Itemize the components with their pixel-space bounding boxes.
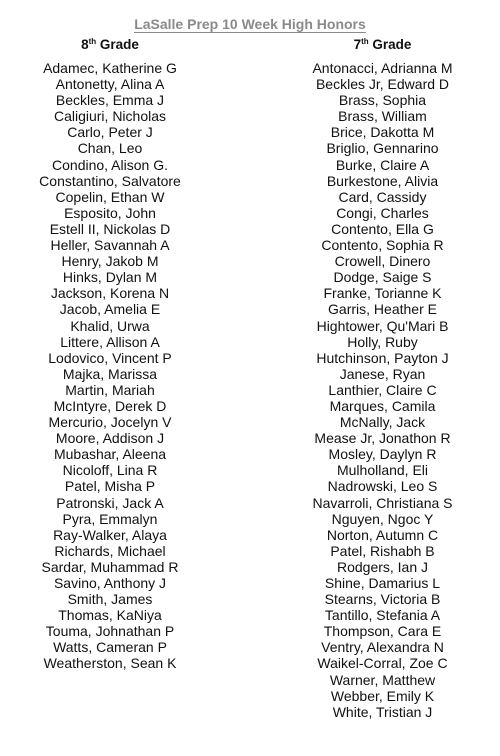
student-name: Mubashar, Aleena [53, 446, 167, 463]
student-name: Franke, Torianne K [323, 285, 442, 302]
student-name: Norton, Autumn C [326, 526, 439, 543]
student-name: Webber, Emily K [330, 687, 435, 704]
student-name: Brass, William [338, 108, 427, 125]
student-name: Mosley, Daylyn R [328, 446, 437, 463]
student-name: Thomas, KaNiya [58, 607, 162, 624]
student-name: Crowell, Dinero [334, 253, 431, 270]
student-name: Congi, Charles [336, 204, 429, 221]
student-name: Khalid, Urwa [70, 317, 150, 334]
student-name: Holly, Ruby [347, 333, 418, 350]
grade-7-heading [280, 36, 485, 58]
student-name: Antonetty, Alina A [55, 76, 165, 93]
student-name: Ray-Walker, Alaya [53, 526, 167, 543]
student-name: Thompson, Cara E [323, 623, 442, 640]
student-name: Sardar, Muhammad R [41, 558, 179, 575]
student-name: Lodovico, Vincent P [48, 349, 172, 366]
grade-7-number: 7 [353, 37, 362, 52]
student-name: Watts, Cameran P [53, 639, 167, 656]
student-name: Ventry, Alexandra N [321, 639, 444, 656]
grade-8-name-list [10, 60, 210, 672]
student-name: Carlo, Peter J [67, 124, 153, 141]
student-name: Pyra, Emmalyn [62, 510, 158, 527]
student-name: Smith, James [67, 591, 153, 608]
student-name: Nicoloff, Lina R [62, 462, 158, 479]
student-name: Lanthier, Claire C [328, 381, 437, 398]
student-name: Tantillo, Stefania A [324, 607, 441, 624]
student-name: Patronski, Jack A [56, 494, 164, 511]
student-name: Richards, Michael [54, 542, 166, 559]
student-name: Caligiuri, Nicholas [53, 108, 167, 125]
student-name: Patel, Rishabh B [330, 542, 435, 559]
student-name: Littere, Allison A [60, 333, 160, 350]
grade-8-suffix: th [88, 37, 97, 46]
student-name: Dodge, Saige S [333, 269, 432, 286]
student-name: Adamec, Katherine G [43, 60, 177, 76]
student-name: Majka, Marissa [62, 365, 158, 382]
student-name: Copelin, Ethan W [55, 188, 165, 205]
student-name: Janese, Ryan [339, 365, 426, 382]
student-name: Estell II, Nickolas D [49, 220, 171, 237]
student-name: Martin, Mariah [65, 381, 155, 398]
student-name: Mease Jr, Jonathon R [314, 430, 451, 447]
student-name: Constantino, Salvatore [39, 172, 181, 189]
student-name: Navarroli, Christiana S [312, 494, 453, 511]
student-name: Garris, Heather E [328, 301, 437, 318]
student-name: Patel, Misha P [64, 478, 156, 495]
student-name: Stearns, Victoria B [324, 591, 441, 608]
student-name: Henry, Jakob M [61, 253, 159, 270]
student-name: McNally, Jack [339, 414, 426, 431]
student-name: Chan, Leo [77, 140, 143, 157]
student-name: Hinks, Dylan M [62, 269, 158, 286]
grade-8-word: Grade [96, 37, 139, 52]
student-name: Savino, Anthony J [53, 575, 167, 591]
student-name: Warner, Matthew [329, 671, 436, 688]
grade-8-heading [10, 36, 210, 58]
student-name: Touma, Johnathan P [45, 623, 175, 640]
student-name: Briglio, Gennarino [326, 140, 439, 157]
grade-7-suffix: th [361, 37, 369, 46]
student-name: Shine, Damarius L [324, 575, 441, 591]
student-name: Heller, Savannah A [50, 237, 170, 254]
student-name: McIntyre, Derek D [53, 397, 167, 414]
student-name: Brass, Sophia [338, 92, 427, 109]
student-name: Card, Cassidy [338, 188, 427, 205]
student-name: Burke, Claire A [335, 156, 430, 173]
grade-8-column [10, 36, 210, 672]
student-name: Burkestone, Alivia [326, 172, 439, 189]
grade-8-number: 8 [81, 37, 89, 52]
student-name: Jackson, Korena N [50, 285, 170, 302]
student-name: Nguyen, Ngoc Y [331, 510, 434, 527]
student-name: White, Tristian J [332, 703, 433, 720]
student-name: Waikel-Corral, Zoe C [317, 655, 448, 672]
student-name: Beckles Jr, Edward D [315, 76, 450, 93]
student-name: Hightower, Qu'Mari B [316, 317, 449, 334]
student-name: Moore, Addison J [55, 430, 165, 447]
student-name: Contento, Ella G [331, 220, 434, 237]
student-name: Beckles, Emma J [55, 92, 165, 109]
grade-7-name-list [280, 60, 485, 720]
student-name: Brice, Dakotta M [330, 124, 435, 141]
student-name: Condino, Alison G. [52, 156, 168, 173]
student-name: Contento, Sophia R [321, 237, 444, 254]
student-name: Marques, Camila [329, 397, 436, 414]
document-title [0, 15, 500, 33]
student-name: Mulholland, Eli [336, 462, 429, 479]
student-name: Rodgers, Ian J [336, 558, 429, 575]
student-name: Hutchinson, Payton J [316, 349, 449, 366]
student-name: Jacob, Amelia E [59, 301, 161, 318]
student-name: Esposito, John [64, 204, 156, 221]
grade-7-word: Grade [368, 37, 412, 52]
student-name: Antonacci, Adrianna M [312, 60, 453, 76]
document-title-text: LaSalle Prep 10 Week High Honors [134, 16, 366, 32]
student-name: Weatherston, Sean K [43, 655, 177, 672]
student-name: Mercurio, Jocelyn V [48, 414, 172, 431]
student-name: Nadrowski, Leo S [327, 478, 438, 495]
grade-7-column [280, 36, 485, 720]
